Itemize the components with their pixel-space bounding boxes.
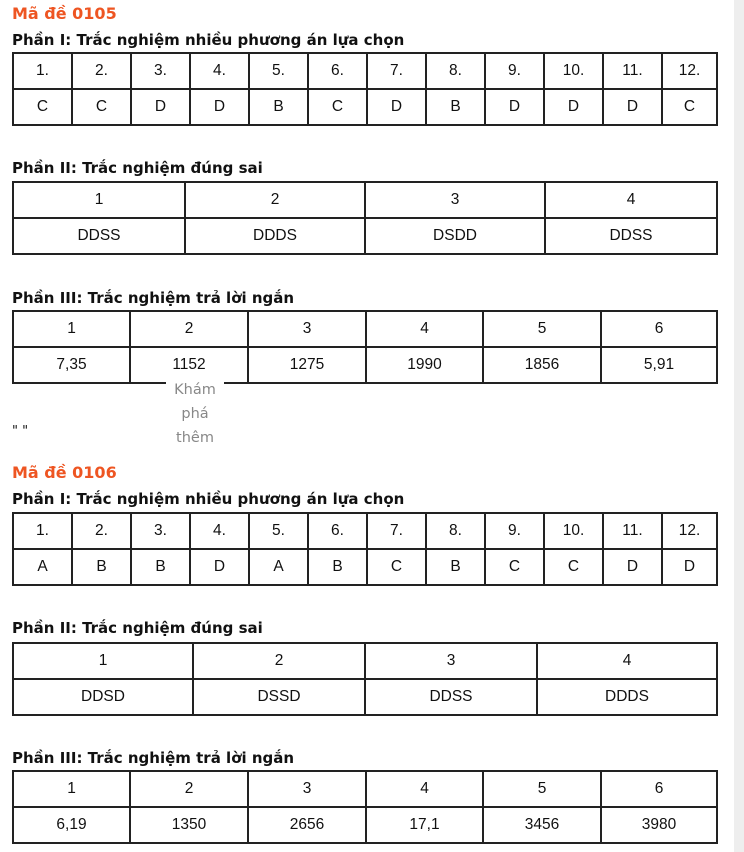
answer-cell: C xyxy=(13,89,72,125)
part3-answer-table xyxy=(12,770,718,844)
answer-cell: D xyxy=(367,89,426,125)
answer-cell: D xyxy=(603,89,662,125)
answer-cell: 5,91 xyxy=(601,347,717,383)
question-number: 5 xyxy=(483,311,601,347)
answer-cell: B xyxy=(426,549,485,585)
answer-cell: DDSS xyxy=(545,218,717,254)
answer-cell: 1275 xyxy=(248,347,366,383)
question-number: 3 xyxy=(365,643,537,679)
answer-cell: DDSS xyxy=(13,218,185,254)
answer-cell: 17,1 xyxy=(366,807,483,843)
question-number: 3. xyxy=(131,513,190,549)
question-number: 1 xyxy=(13,182,185,218)
answer-cell: DDSS xyxy=(365,679,537,715)
question-number: 4 xyxy=(545,182,717,218)
explore-more-link[interactable]: Khám phá thêm xyxy=(166,378,224,450)
answer-cell: DDDS xyxy=(537,679,717,715)
exam-code-title: Mã đề 0106 xyxy=(12,463,117,482)
answer-cell: 1856 xyxy=(483,347,601,383)
part3-title: Phần III: Trắc nghiệm trả lời ngắn xyxy=(12,289,295,307)
question-number: 1. xyxy=(13,53,72,89)
part2-answer-table xyxy=(12,642,718,716)
question-number: 3 xyxy=(365,182,545,218)
question-number: 5. xyxy=(249,513,308,549)
answer-cell: D xyxy=(603,549,662,585)
table-header-row xyxy=(13,771,717,807)
answer-cell: 2656 xyxy=(248,807,366,843)
scrollbar-track[interactable] xyxy=(734,0,744,852)
question-number: 1. xyxy=(13,513,72,549)
exam-code-title: Mã đề 0105 xyxy=(12,4,117,23)
question-number: 12. xyxy=(662,513,717,549)
question-number: 4 xyxy=(366,771,483,807)
answer-cell: 1990 xyxy=(366,347,483,383)
answer-cell: B xyxy=(308,549,367,585)
answer-cell: 3980 xyxy=(601,807,717,843)
question-number: 2 xyxy=(130,311,248,347)
table-header-row xyxy=(13,53,717,89)
question-number: 3 xyxy=(248,771,366,807)
question-number: 10. xyxy=(544,513,603,549)
answer-cell: DDDS xyxy=(185,218,365,254)
part1-answer-table xyxy=(12,52,718,126)
answer-cell: DSDD xyxy=(365,218,545,254)
question-number: 9. xyxy=(485,53,544,89)
answer-cell: D xyxy=(544,89,603,125)
table-header-row xyxy=(13,182,717,218)
question-number: 6 xyxy=(601,771,717,807)
table-answer-row xyxy=(13,347,717,383)
question-number: 5. xyxy=(249,53,308,89)
question-number: 4. xyxy=(190,53,249,89)
part1-title: Phần I: Trắc nghiệm nhiều phương án lựa chọn xyxy=(12,31,405,49)
question-number: 8. xyxy=(426,53,485,89)
question-number: 6. xyxy=(308,513,367,549)
answer-cell: A xyxy=(249,549,308,585)
question-number: 9. xyxy=(485,513,544,549)
question-number: 4 xyxy=(537,643,717,679)
question-number: 2 xyxy=(130,771,248,807)
question-number: 6. xyxy=(308,53,367,89)
table-answer-row xyxy=(13,807,717,843)
answer-cell: C xyxy=(308,89,367,125)
question-number: 1 xyxy=(13,311,130,347)
part3-answer-table xyxy=(12,310,718,384)
answer-cell: A xyxy=(13,549,72,585)
answer-cell: 6,19 xyxy=(13,807,130,843)
part2-title: Phần II: Trắc nghiệm đúng sai xyxy=(12,159,263,177)
table-answer-row xyxy=(13,549,717,585)
part1-title: Phần I: Trắc nghiệm nhiều phương án lựa chọn xyxy=(12,490,405,508)
question-number: 2 xyxy=(193,643,365,679)
answer-cell: 7,35 xyxy=(13,347,130,383)
answer-cell: DDSD xyxy=(13,679,193,715)
question-number: 8. xyxy=(426,513,485,549)
table-header-row xyxy=(13,513,717,549)
answer-cell: C xyxy=(367,549,426,585)
answer-cell: 1152 xyxy=(130,347,248,383)
answer-cell: C xyxy=(662,89,717,125)
question-number: 2. xyxy=(72,513,131,549)
answer-cell: B xyxy=(131,549,190,585)
answer-cell: 3456 xyxy=(483,807,601,843)
question-number: 7. xyxy=(367,53,426,89)
answer-cell: B xyxy=(249,89,308,125)
question-number: 11. xyxy=(603,513,662,549)
question-number: 12. xyxy=(662,53,717,89)
answer-cell: C xyxy=(544,549,603,585)
answer-cell: D xyxy=(190,89,249,125)
answer-cell: 1350 xyxy=(130,807,248,843)
table-header-row xyxy=(13,643,717,679)
answer-cell: C xyxy=(72,89,131,125)
question-number: 11. xyxy=(603,53,662,89)
part2-answer-table xyxy=(12,181,718,255)
answer-cell: B xyxy=(426,89,485,125)
table-answer-row xyxy=(13,218,717,254)
answer-cell: DSSD xyxy=(193,679,365,715)
table-header-row xyxy=(13,311,717,347)
part2-title: Phần II: Trắc nghiệm đúng sai xyxy=(12,619,263,637)
quotes-text: " " xyxy=(12,424,29,439)
question-number: 2. xyxy=(72,53,131,89)
answer-cell: D xyxy=(485,89,544,125)
question-number: 7. xyxy=(367,513,426,549)
answer-cell: D xyxy=(190,549,249,585)
question-number: 10. xyxy=(544,53,603,89)
answer-cell: D xyxy=(662,549,717,585)
question-number: 6 xyxy=(601,311,717,347)
answer-cell: C xyxy=(485,549,544,585)
question-number: 5 xyxy=(483,771,601,807)
question-number: 3 xyxy=(248,311,366,347)
table-answer-row xyxy=(13,89,717,125)
table-answer-row xyxy=(13,679,717,715)
question-number: 3. xyxy=(131,53,190,89)
question-number: 4. xyxy=(190,513,249,549)
question-number: 1 xyxy=(13,643,193,679)
question-number: 2 xyxy=(185,182,365,218)
answer-cell: B xyxy=(72,549,131,585)
question-number: 4 xyxy=(366,311,483,347)
part1-answer-table xyxy=(12,512,718,586)
answer-cell: D xyxy=(131,89,190,125)
question-number: 1 xyxy=(13,771,130,807)
part3-title: Phần III: Trắc nghiệm trả lời ngắn xyxy=(12,749,295,767)
